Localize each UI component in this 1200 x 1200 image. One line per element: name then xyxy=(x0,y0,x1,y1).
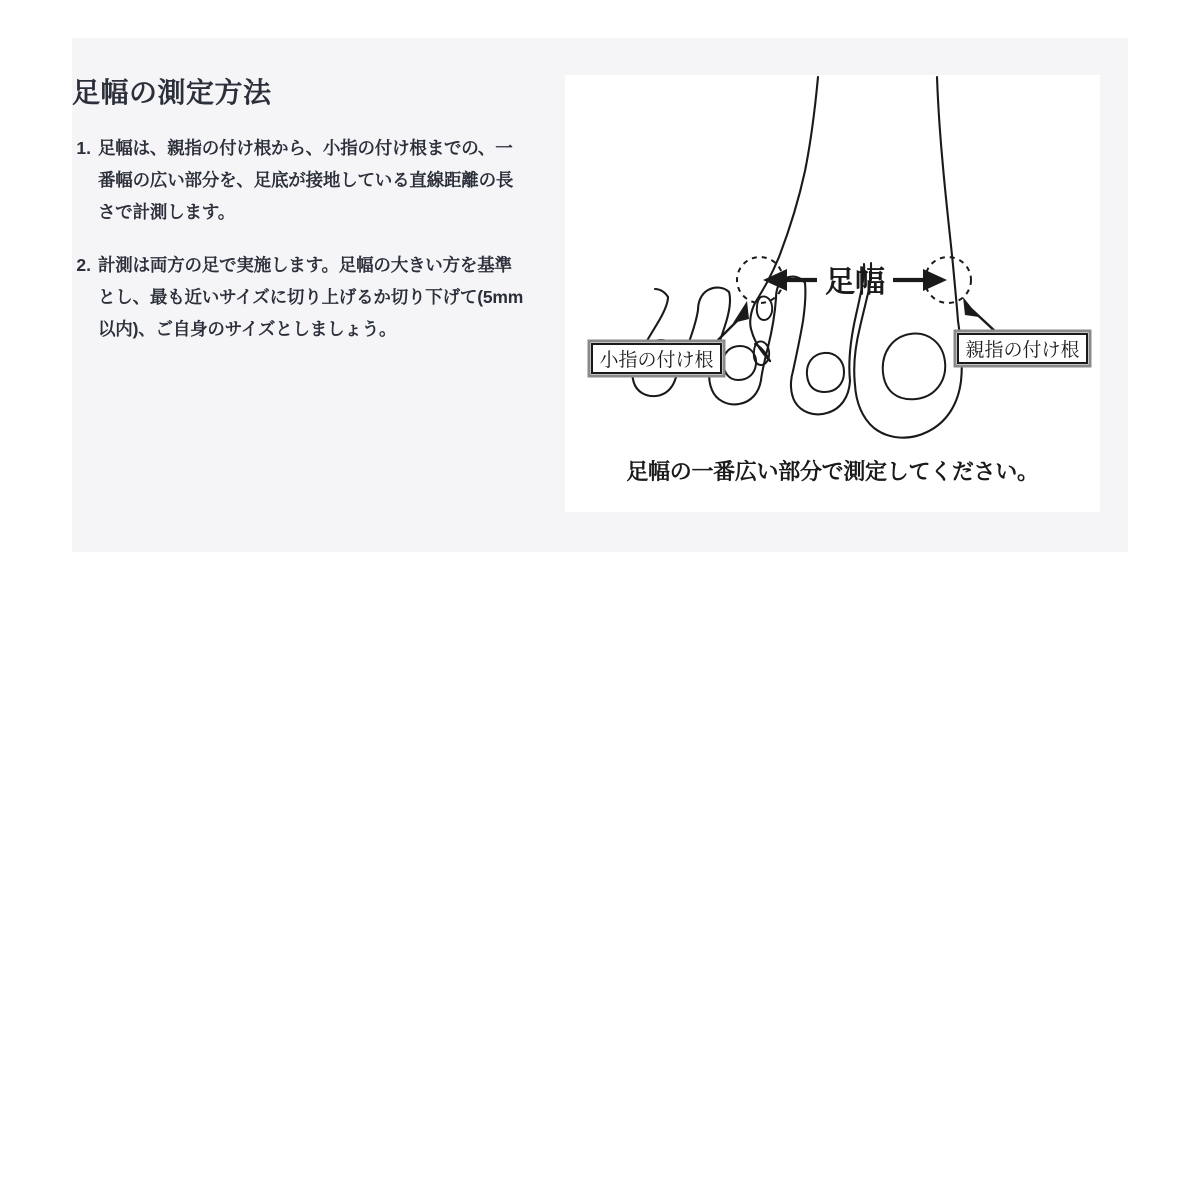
list-item-number: 1. xyxy=(76,137,91,158)
arrow-head-left-icon xyxy=(763,269,787,291)
instructions-column xyxy=(72,38,572,552)
arrow-head-right-icon xyxy=(923,269,947,291)
foot-diagram xyxy=(565,75,1100,455)
callout-right-label: 親指の付け根 xyxy=(965,340,1080,361)
callout-right-leader-line-icon xyxy=(963,297,997,333)
foot-width-label: 足幅 xyxy=(825,266,885,299)
measurement-guide-panel xyxy=(72,38,1128,552)
foot-width-figure-card xyxy=(565,75,1100,512)
page-title: 足幅の測定方法 xyxy=(72,77,272,108)
list-item-text: 足幅は、親指の付け根から、小指の付け根までの、一番幅の広い部分を、足底が接地している直線距離の長さで計測します。 xyxy=(98,137,514,223)
list-item-number: 2. xyxy=(76,254,91,275)
list-item xyxy=(72,132,572,229)
list-item xyxy=(72,249,572,346)
list-item-text: 計測は両方の足で実施します。足幅の大きい方を基準とし、最も近いサイズに切り上げるか切り下げて(5mm以内)、ご自身のサイズとしましょう。 xyxy=(98,254,524,340)
instruction-list xyxy=(72,132,572,346)
figure-caption: 足幅の一番広い部分で測定してください。 xyxy=(626,459,1039,484)
foot-outline-icon xyxy=(633,77,962,438)
callout-left-leader-line-icon xyxy=(715,301,749,343)
callout-left-label: 小指の付け根 xyxy=(599,350,714,371)
